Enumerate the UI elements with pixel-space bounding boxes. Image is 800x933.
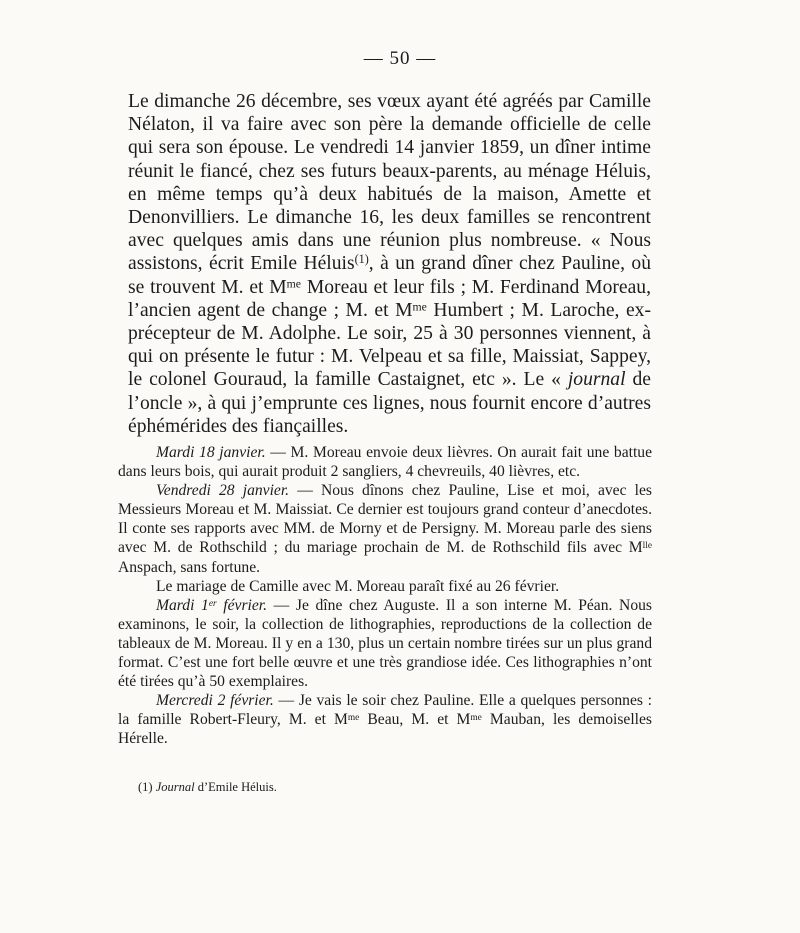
journal-entry	[118, 691, 652, 748]
main-text	[128, 90, 651, 438]
page-number: — 50 —	[363, 48, 437, 69]
main-text-part-3: Moreau et leur fils ; M. Ferdinand Moreau, l’ancien agent de change ; M. et M	[128, 276, 651, 321]
superscript-mme: me	[470, 713, 482, 724]
main-text-part-4: Humbert ; M. Laroche, ex-précepteur de M. Adolphe. Le soir, 25 à 30 personnes viennent, à qui on présente le futur : M. Velpeau et sa fille, Maissiat, Sappey, le colonel Gouraud, la famille Castaignet, etc ». Le «	[128, 299, 651, 391]
journal-date-part: Mardi 1	[156, 596, 209, 614]
footnote-title: Journal	[155, 780, 195, 794]
journal-entry	[118, 443, 652, 481]
journal-date: Vendredi 28 janvier.	[156, 482, 290, 500]
journal-date-part: février.	[216, 596, 268, 614]
journal-entry-text: Beau, M. et M	[359, 711, 471, 729]
superscript-mme: me	[347, 713, 360, 724]
superscript-mme: me	[412, 300, 427, 314]
footnote-number: (1)	[138, 780, 156, 794]
journal-date: Mercredi 2 février.	[156, 692, 274, 710]
journal-date	[156, 597, 267, 614]
journal-entry-text: — Je dîne chez Auguste. Il a son interne M. Péan. Nous examinons, le soir, la collection de lithographies, reproductions de la collection de tableaux de M. Moreau. Il y en a 130, plus un certain nombre tirées sur un plus grand format. C’est une fort belle œuvre et une très grandiose idée. Ces lithographies n’ont été tirées qu’à 50 exemplaires.	[118, 596, 652, 691]
journal-entry-text: Le mariage de Camille avec M. Moreau paraît fixé au 26 février.	[156, 577, 560, 595]
journal-word: journal	[567, 369, 626, 391]
journal-entry	[118, 481, 652, 576]
footnote-reference: (1)	[354, 252, 369, 267]
journal-date: Mardi 18 janvier.	[156, 444, 266, 461]
superscript-mme: me	[286, 277, 302, 291]
footnote	[138, 779, 638, 795]
journal-entry-text: — M. Moreau envoie deux lièvres. On aurait fait une battue dans leurs bois, qui aurait produit 2 sangliers, 4 chevreuils, 40 lièvres, etc.	[118, 444, 652, 481]
main-text-part-1: Le dimanche 26 décembre, ses vœux ayant été agréés par Camille Nélaton, il va faire avec son père la demande officielle de celle qui sera son épouse. Le vendredi 14 janvier 1859, un dîner intime réunit le fiancé, chez ses futurs beaux-parents, au ménage Héluis, en même temps qu’à deux habitués de la maison, Amette et Denonvilliers. Le dimanche 16, les deux familles se rencontrent avec quelques amis dans une réunion plus nombreuse. « Nous assistons, écrit Emile Héluis	[128, 91, 651, 275]
journal-entry-text: Mauban, les demoiselles Hérelle.	[118, 711, 652, 748]
journal-entry	[118, 596, 652, 691]
superscript-mlle: lle	[642, 541, 652, 552]
journal-entry-text: — Nous dînons chez Pauline, Lise et moi, avec les Messieurs Moreau et M. Maissiat. Ce dernier est toujours grand conteur d’anecdotes. Il conte ses rapports avec MM. de Morny et de Persigny. M. Moreau parle des siens avec M. de Rothschild ; du mariage prochain de M. de Rothschild fils avec M	[118, 482, 652, 557]
main-text-part-5: de l’oncle », à qui j’emprunte ces lignes, nous fournit encore d’autres éphémérides des fiançailles.	[128, 369, 651, 437]
journal-entry-text: — Je vais le soir chez Pauline. Elle a quelques personnes : la famille Robert-Fleury, M. et M	[118, 692, 652, 729]
main-text-part-2: , à un grand dîner chez Pauline, où se trouvent M. et M	[128, 253, 651, 298]
footnote-text: d’Emile Héluis.	[194, 780, 277, 794]
journal-entry-text: Anspach, sans fortune.	[118, 558, 261, 576]
superscript-er: er	[208, 598, 217, 609]
journal-entry	[118, 577, 652, 596]
journal-excerpt	[118, 443, 652, 749]
main-paragraph	[128, 90, 651, 438]
